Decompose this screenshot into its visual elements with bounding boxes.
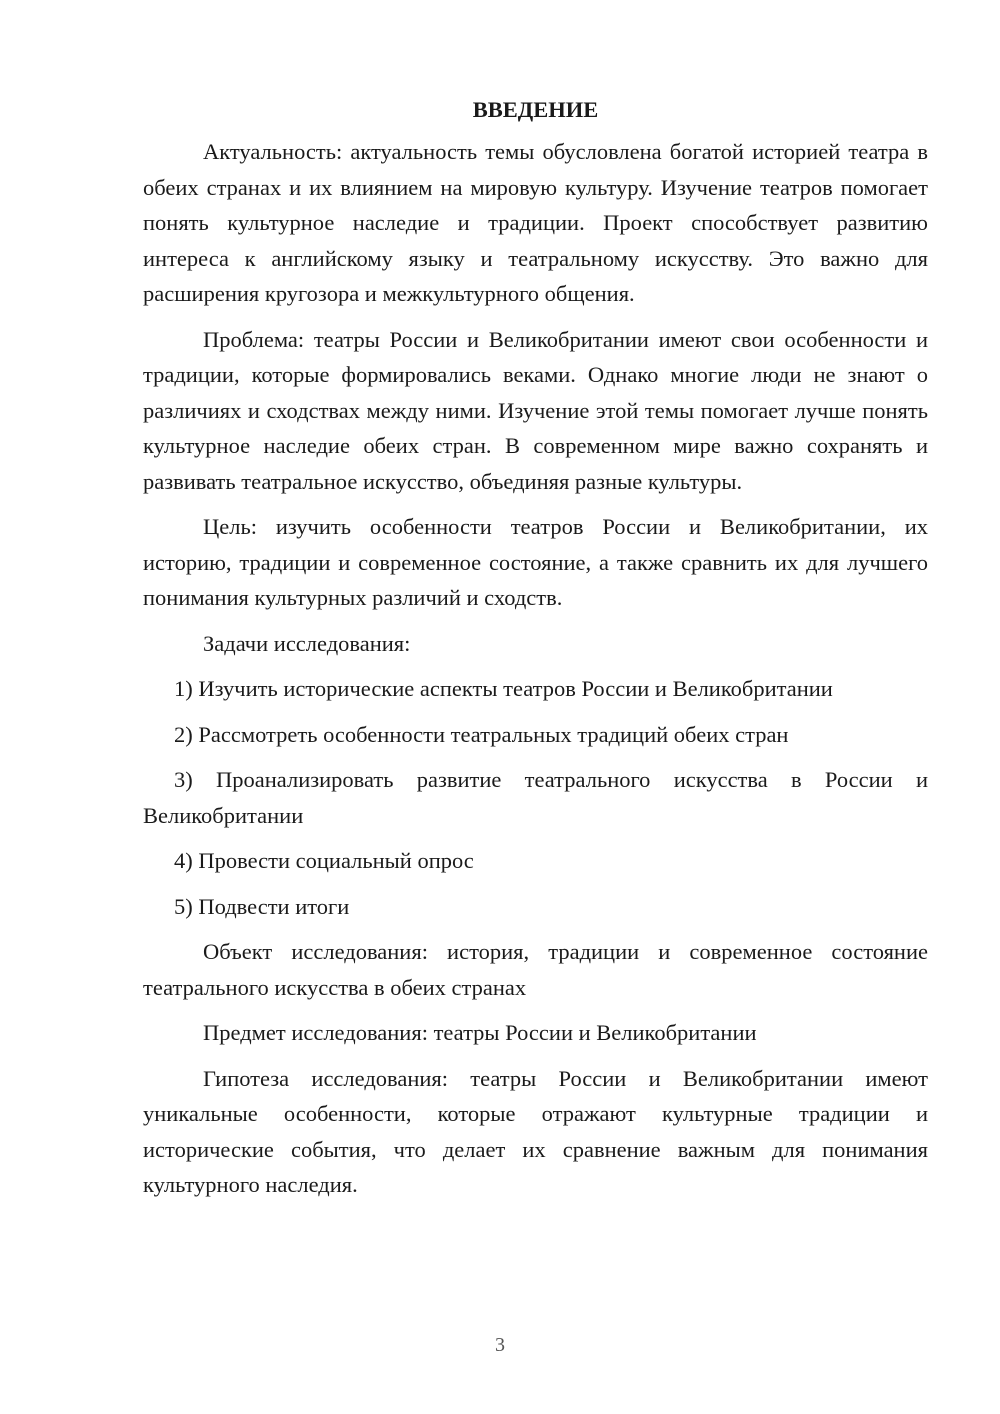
section-title: ВВЕДЕНИЕ [472,97,599,122]
paragraph-hypothesis: Гипотеза исследования: театры России и Великобритании имеют уникальные особенности, которые отражают культурные традиции и исторические события, что делает их сравнение важным для понимания культурного наследия. [143,1065,928,1197]
paragraph-goal: Цель: изучить особенности театров России и Великобритании, их историю, традиции и современное состояние, а также сравнить их для лучшего понимания культурных различий и сходств. [143,514,928,610]
task-item-1: 1) Изучить исторические аспекты театров России и Великобритании [174,676,833,701]
paragraph-relevance: Актуальность: актуальность темы обусловлена богатой историей театра в обеих странах и их влиянием на мировую культуру. Изучение театров помогает понять культурное наследие и традиции. Проект способствует развитию интереса к английскому языку и театральному искусству. Это важно для расширения кругозора и межкультурного общения. [143,139,928,306]
task-item-3: 3) Проанализировать развитие театрального искусства в России и Великобритании [143,767,928,828]
task-item-2: 2) Рассмотреть особенности театральных традиций обеих стран [174,721,789,747]
paragraph-problem: Проблема: театры России и Великобритании имеют свои особенности и традиции, которые формировались веками. Однако многие люди не знают о различиях и сходствах между ними. Изучение этой темы помогает лучше понять культурное наследие обеих стран. В современном мире важно сохранять и развивать театральное искусство, объединяя разные культуры. [143,326,928,494]
paragraph-subject: Предмет исследования: театры России и Великобритании [203,1020,757,1045]
document-page [143,92,928,1203]
page-number: 3 [495,1334,505,1356]
task-item-5: 5) Подвести итоги [174,893,350,919]
task-item-4: 4) Провести социальный опрос [174,848,474,873]
paragraph-tasks-heading: Задачи исследования: [203,630,411,656]
paragraph-object: Объект исследования: история, традиции и современное состояние театрального искусства в обеих странах [143,939,928,1000]
